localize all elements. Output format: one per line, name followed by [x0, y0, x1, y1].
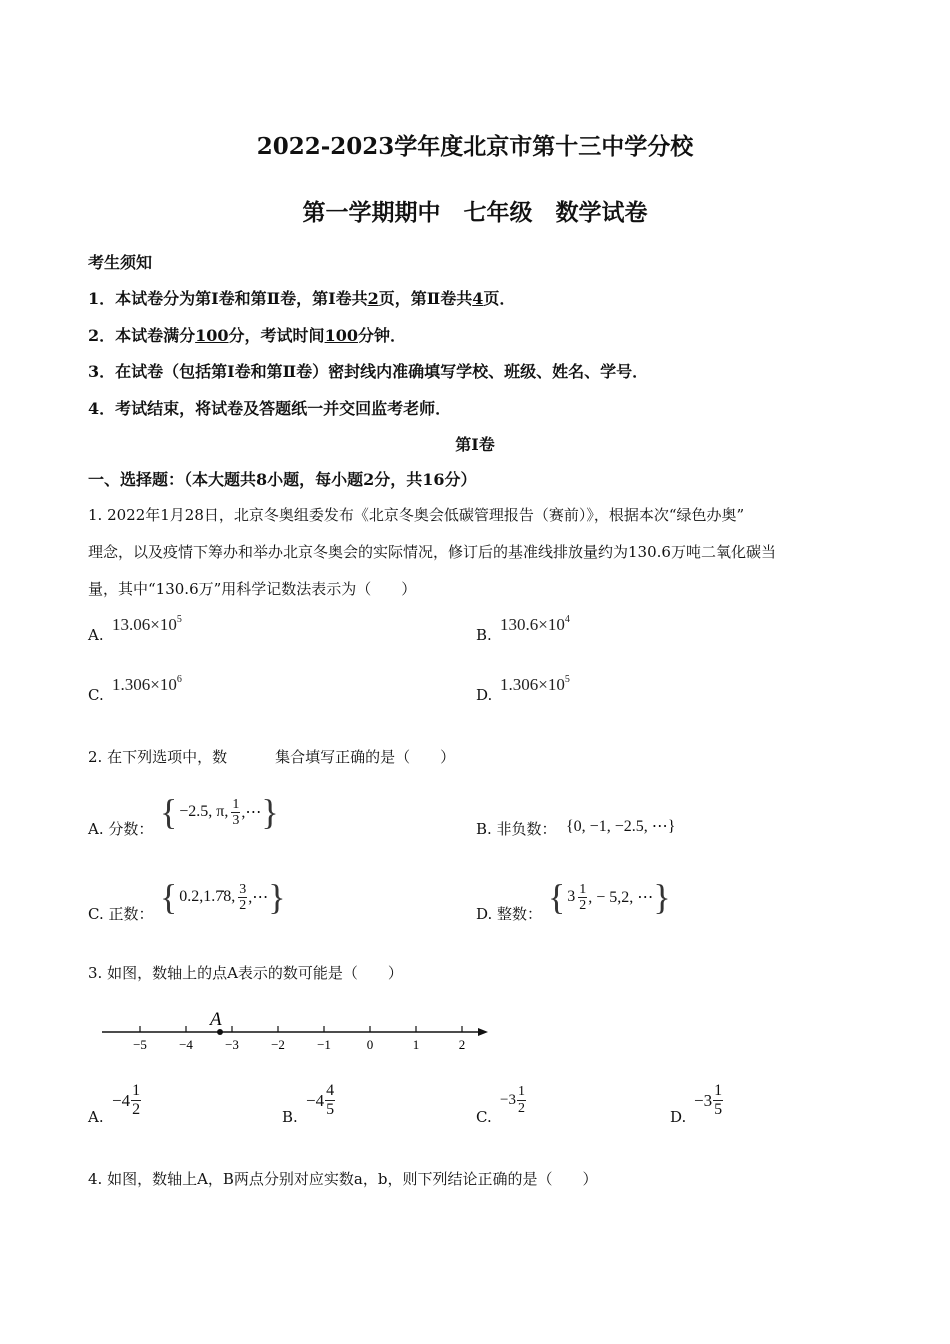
notice-item-1: 1．本试卷分为第Ⅰ卷和第Ⅱ卷，第Ⅰ卷共2页，第Ⅱ卷共4页． — [88, 289, 516, 308]
q1-option-a-label[interactable]: A. — [88, 626, 104, 644]
q2-option-c-label[interactable]: C. 正数： — [88, 905, 154, 923]
q2-option-d-set[interactable]: { 3 $\frac{1}{2}$ , − 5,2, ⋯ } — [548, 877, 671, 917]
number-line-tick-label: −4 — [179, 1037, 193, 1052]
q1-option-d-label[interactable]: D. — [476, 686, 493, 704]
notice-item-4: 4．考试结束，将试卷及答题纸一并交回监考老师． — [88, 399, 452, 418]
number-line-tick-label: −3 — [225, 1037, 239, 1052]
number-line-tick-label: −5 — [133, 1037, 147, 1052]
q3-option-b-label[interactable]: B. — [282, 1108, 298, 1126]
q2-option-b-set[interactable]: {0, −1, −2.5, ⋯} — [566, 818, 676, 835]
number-line-tick-label: 2 — [458, 1037, 466, 1052]
notice-heading: 考生须知 — [88, 253, 153, 272]
q4-stem: 4. 如图，数轴上A，B两点分别对应实数a，b，则下列结论正确的是（ ） — [88, 1170, 598, 1188]
q3-option-b[interactable]: −4 $\frac{4}{5}$ — [306, 1082, 335, 1118]
q3-option-d[interactable]: −3 $\frac{1}{5}$ — [694, 1082, 723, 1118]
q2-option-d-label[interactable]: D. 整数： — [476, 905, 543, 923]
q2-option-a-label[interactable]: A. 分数： — [88, 820, 154, 838]
notice-item-3: 3．在试卷（包括第Ⅰ卷和第Ⅱ卷）密封线内准确填写学校、班级、姓名、学号． — [88, 362, 649, 381]
q1-option-a[interactable]: $13.06\times 10^5$ — [112, 614, 182, 634]
q2-stem: 2. 在下列选项中，数 集合填写正确的是（ ） — [88, 748, 456, 766]
volume-title: 第Ⅰ卷 — [455, 435, 495, 454]
q3-option-a[interactable]: −4 $\frac{1}{2}$ — [112, 1082, 141, 1118]
q1-option-b-label[interactable]: B. — [476, 626, 492, 644]
number-line-tick-label: −2 — [271, 1037, 285, 1052]
q3-option-c-label[interactable]: C. — [476, 1108, 492, 1126]
exam-title-line2: 第一学期期中 七年级 数学试卷 — [302, 199, 648, 226]
section-heading: 一、选择题：（本大题共8小题，每小题2分，共16分） — [88, 470, 477, 489]
number-line-tick-label: 1 — [412, 1037, 420, 1052]
q3-number-line — [98, 1000, 498, 1060]
q1-option-c-label[interactable]: C. — [88, 686, 104, 704]
q1-stem-line3: 量，其中“130.6万”用科学记数法表示为（ ） — [88, 580, 417, 598]
q3-option-d-label[interactable]: D. — [670, 1108, 687, 1126]
number-line-tick-label: 0 — [366, 1037, 374, 1052]
q1-stem-line1: 1. 2022年1月28日，北京冬奥组委发布《北京冬奥会低碳管理报告（赛前）》，根据本次“绿色办奥” — [88, 506, 745, 524]
q3-option-c[interactable]: −3 $\frac{1}{2}$ — [500, 1084, 525, 1116]
number-line-arrow — [478, 1028, 488, 1036]
q2-option-a-set[interactable]: { −2.5, π, $\frac{1}{3}$ ,⋯ } — [160, 792, 279, 832]
number-line-tick-label: −1 — [317, 1037, 331, 1052]
q1-option-b[interactable]: $130.6\times 10^4$ — [500, 614, 570, 634]
q1-stem-line2: 理念，以及疫情下筹办和举办北京冬奥会的实际情况，修订后的基准线排放量约为130.6万吨二氧化碳当 — [88, 543, 776, 561]
q3-stem: 3. 如图，数轴上的点A表示的数可能是（ ） — [88, 964, 403, 982]
q3-option-a-label[interactable]: A. — [88, 1108, 104, 1126]
notice-item-2: 2．本试卷满分100分，考试时间100分钟． — [88, 326, 406, 345]
q1-option-d[interactable]: $1.306\times 10^5$ — [500, 674, 570, 694]
q2-option-b-label[interactable]: B. 非负数： — [476, 820, 557, 838]
point-a-label: A — [210, 1009, 222, 1030]
exam-title-line1: 2022-2023学年度北京市第十三中学分校 — [256, 133, 694, 160]
q1-option-c[interactable]: $1.306\times 10^6$ — [112, 674, 182, 694]
q2-option-c-set[interactable]: { 0.2,1.7̇8, $\frac{3}{2}$ ,⋯ } — [160, 877, 286, 917]
